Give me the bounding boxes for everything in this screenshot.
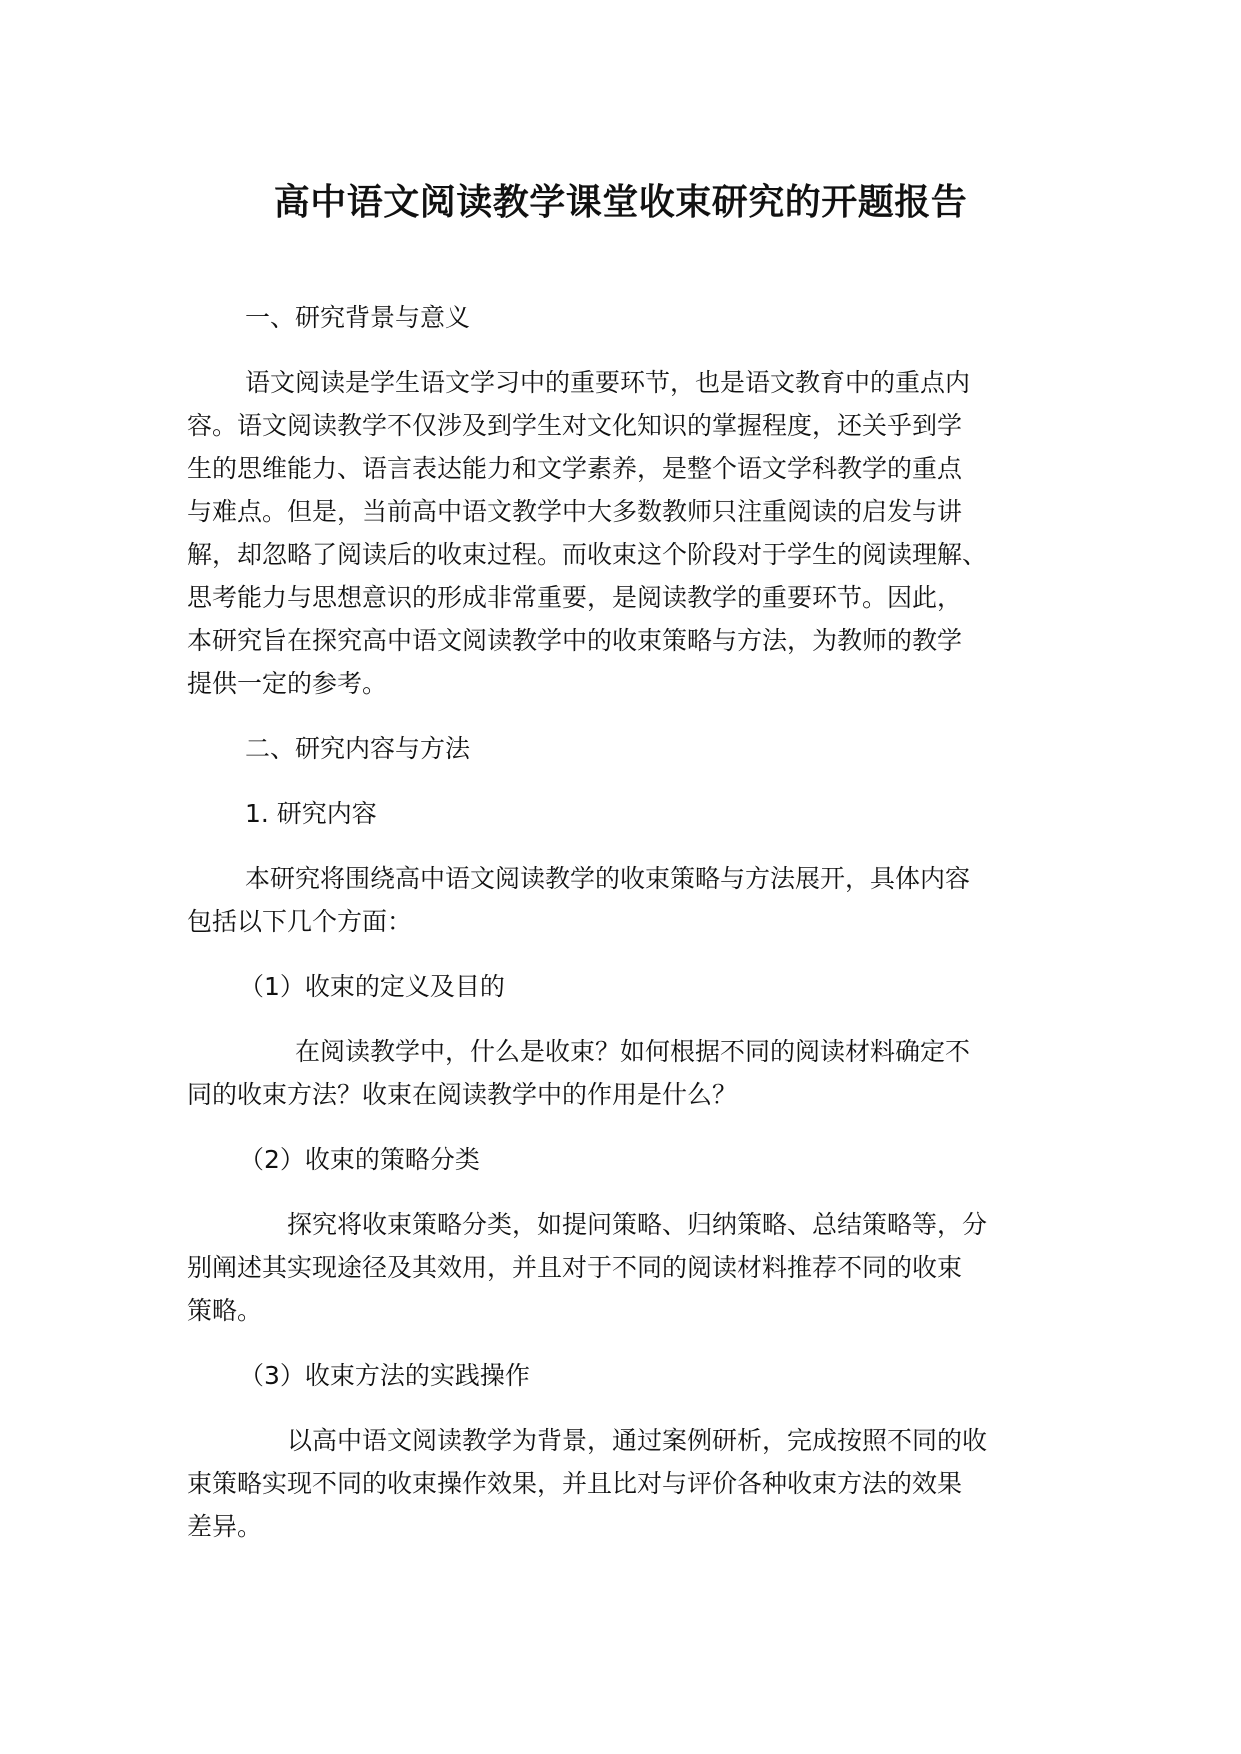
paragraph-line: 语文阅读是学生语文学习中的重要环节，也是语文教育中的重点内 xyxy=(245,368,971,397)
paragraph-line: 在阅读教学中，什么是收束？如何根据不同的阅读材料确定不 xyxy=(295,1037,971,1066)
paragraph-line: 策略。 xyxy=(187,1296,263,1325)
paragraph-line: 同的收束方法？收束在阅读教学中的作用是什么？ xyxy=(187,1080,738,1109)
paragraph-line: 本研究旨在探究高中语文阅读教学中的收束策略与方法，为教师的教学 xyxy=(187,626,963,655)
item-heading: （1）收束的定义及目的 xyxy=(239,972,505,1001)
paragraph-item2 xyxy=(187,1203,1057,1332)
paragraph-line: 解，却忽略了阅读后的收束过程。而收束这个阶段对于学生的阅读理解、 xyxy=(187,540,988,569)
paragraph-content-intro xyxy=(187,857,1057,943)
paragraph-line: 生的思维能力、语言表达能力和文学素养，是整个语文学科教学的重点 xyxy=(187,454,963,483)
paragraph-line: 束策略实现不同的收束操作效果，并且比对与评价各种收束方法的效果 xyxy=(187,1469,963,1498)
paragraph-line: 别阐述其实现途径及其效用，并且对于不同的阅读材料推荐不同的收束 xyxy=(187,1253,963,1282)
item-heading: （2）收束的策略分类 xyxy=(239,1145,480,1174)
paragraph-line: 本研究将围绕高中语文阅读教学的收束策略与方法展开，具体内容 xyxy=(245,864,971,893)
section-heading: 一、研究背景与意义 xyxy=(245,303,471,332)
paragraph-line: 包括以下几个方面： xyxy=(187,907,413,936)
paragraph-line: 容。语文阅读教学不仅涉及到学生对文化知识的掌握程度，还关乎到学 xyxy=(187,411,963,440)
paragraph-item1 xyxy=(187,1030,1057,1116)
paragraph-line: 与难点。但是，当前高中语文教学中大多数教师只注重阅读的启发与讲 xyxy=(187,497,963,526)
paragraph-line: 提供一定的参考。 xyxy=(187,669,388,698)
subsection-heading: 1. 研究内容 xyxy=(245,799,377,828)
paragraph-line: 思考能力与思想意识的形成非常重要，是阅读教学的重要环节。因此， xyxy=(187,583,963,612)
document-body xyxy=(187,296,1057,1548)
paragraph-line: 探究将收束策略分类，如提问策略、归纳策略、总结策略等，分 xyxy=(287,1210,988,1239)
paragraph-line: 差异。 xyxy=(187,1512,263,1541)
paragraph-item3 xyxy=(187,1419,1057,1548)
item-heading: （3）收束方法的实践操作 xyxy=(239,1361,530,1390)
section-heading: 二、研究内容与方法 xyxy=(245,734,471,763)
paragraph-line: 以高中语文阅读教学为背景，通过案例研析，完成按照不同的收 xyxy=(287,1426,988,1455)
paragraph-background xyxy=(187,361,1057,705)
document-title: 高中语文阅读教学课堂收束研究的开题报告 xyxy=(273,182,968,223)
